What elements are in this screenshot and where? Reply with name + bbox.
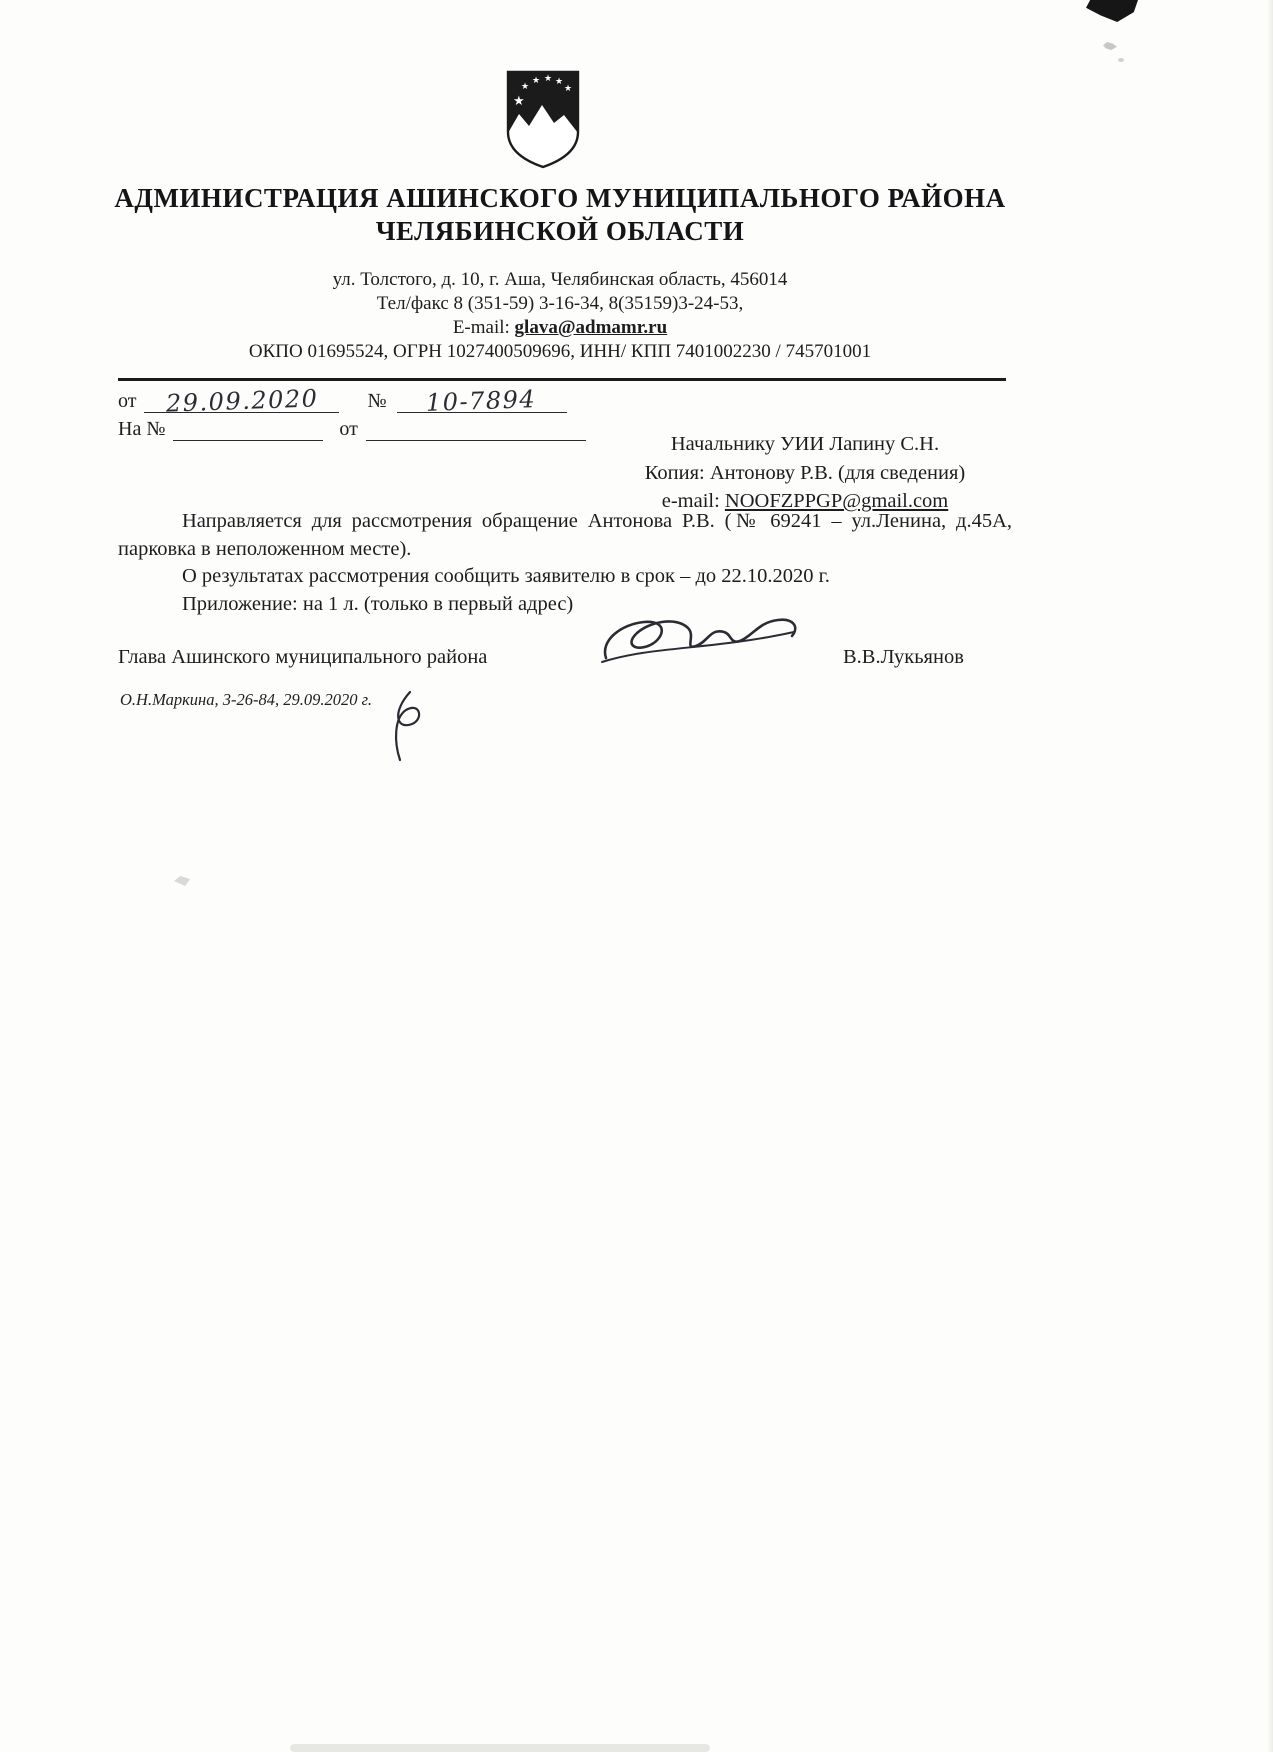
reply-label: На № [118, 418, 166, 440]
number-label: № [367, 390, 387, 412]
signatory-name: В.В.Лукьянов [843, 646, 964, 668]
body-paragraph-3: Приложение: на 1 л. (только в первый адрес) [182, 592, 574, 615]
org-codes: ОКПО 01695524, ОГРН 1027400509696, ИНН/ КПП 7401002230 / 745701001 [248, 341, 872, 362]
executor-note: О.Н.Маркина, 3-26-84, 29.09.2020 г. [120, 690, 372, 709]
handwritten-date: 29.09.2020 [165, 384, 319, 418]
recipient-line2: Копия: Антонову Р.В. (для сведения) [644, 461, 966, 484]
coat-of-arms-icon [506, 70, 580, 170]
recipient-email-label: e-mail: [661, 490, 725, 512]
reference-row-outgoing [118, 384, 567, 418]
svg-text:★: ★ [555, 77, 564, 87]
scan-artifact-edge [1267, 0, 1273, 1752]
contact-block [60, 268, 1060, 364]
svg-text:★: ★ [513, 94, 525, 109]
org-title-line2: ЧЕЛЯБИНСКОЙ ОБЛАСТИ [375, 216, 745, 246]
scan-artifact-speck [174, 876, 190, 886]
reply-number-blank [173, 416, 323, 441]
date-blank [144, 384, 339, 418]
from-label: от [118, 390, 137, 412]
svg-text:★: ★ [564, 84, 573, 94]
signature-stroke [592, 606, 812, 691]
executor-signature-stroke [378, 686, 438, 771]
org-email-line [60, 316, 1060, 340]
org-address: ул. Толстого, д. 10, г. Аша, Челябинская область, 456014 [332, 269, 788, 290]
recipient-block [600, 430, 1010, 516]
svg-text:★: ★ [521, 82, 530, 92]
handwritten-number: 10-7894 [425, 385, 538, 417]
svg-text:★: ★ [544, 74, 553, 84]
org-phone: Тел/факс 8 (351-59) 3-16-34, 8(35159)3-24-53, [376, 293, 744, 314]
letter-body [118, 508, 1012, 618]
reply-from-label: от [339, 418, 358, 440]
org-email-link: glava@admamr.ru [514, 317, 668, 338]
body-paragraph-2: О результатах рассмотрения сообщить заявителю в срок – до 22.10.2020 г. [182, 565, 830, 587]
recipient-email-link: NOOFZPPGP@gmail.com [724, 490, 949, 512]
body-paragraph-1: Направляется для рассмотрения обращение Антонова Р.В. (№ 69241 – ул.Ленина, д.45А, парковка в неположенном месте). [118, 510, 1012, 560]
number-blank [397, 385, 567, 417]
org-title-line1: АДМИНИСТРАЦИЯ АШИНСКОГО МУНИЦИПАЛЬНОГО РАЙОНА [114, 183, 1006, 213]
org-title [60, 182, 1060, 248]
scan-artifact-speck [1118, 58, 1124, 62]
reply-date-blank [366, 416, 586, 441]
svg-text:★: ★ [532, 76, 541, 86]
signatory-position: Глава Ашинского муниципального района [118, 646, 488, 668]
scan-artifact-smudge [290, 1744, 710, 1752]
email-label: E-mail: [452, 317, 515, 338]
scan-artifact-corner [1086, 0, 1138, 22]
scan-artifact-speck [1103, 42, 1117, 50]
reference-row-incoming [118, 416, 586, 441]
header-divider [118, 378, 1006, 381]
recipient-line1: Начальнику УИИ Лапину С.Н. [670, 433, 940, 455]
